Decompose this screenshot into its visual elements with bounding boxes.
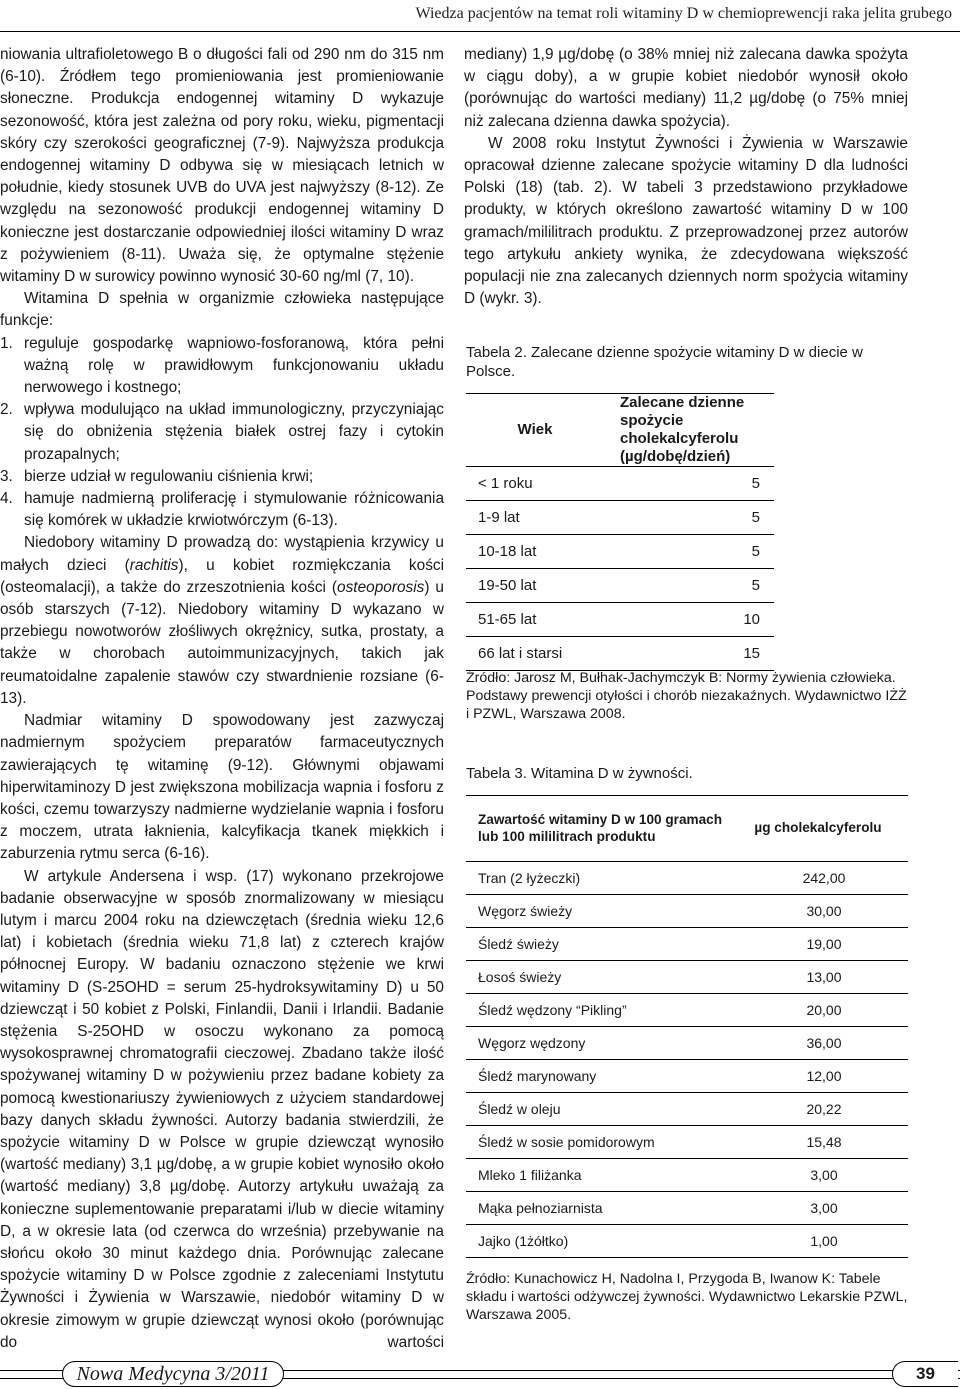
table-cell: 12,00	[728, 1060, 908, 1093]
table3	[466, 795, 908, 1258]
table-cell: Mleko 1 filiżanka	[466, 1159, 728, 1192]
table-row	[466, 1060, 908, 1093]
list-item	[0, 466, 444, 488]
table-cell: 5	[604, 467, 774, 501]
table-cell: Tran (2 łyżeczki)	[466, 862, 728, 895]
list-text: reguluje gospodarkę wapniowo-fosforanową, która pełni ważną rolę w prawidłowym funkcjonowaniu układu nerwowego i kostnego;	[24, 334, 444, 397]
table-cell: 36,00	[728, 1027, 908, 1060]
table-cell: 19,00	[728, 928, 908, 961]
table2-source: Źródło: Jarosz M, Bułhak-Jachymczyk B: Normy żywienia człowieka. Podstawy prewencji otyłości i chorób niezakaźnych. Wydawnictwo IŻŻ i PZWL, Warszawa 2008.	[466, 670, 907, 722]
list-number: 2.	[0, 401, 13, 419]
list-text: wpływa modulująco na układ immunologiczny, przyczyniając się do obniżenia stężenia białek ostrej fazy i cytokin prozapalnych;	[24, 401, 444, 463]
table-row	[466, 961, 908, 994]
paragraph-2: Witamina D spełnia w organizmie człowieka następujące funkcje:	[0, 290, 444, 330]
list-item	[0, 488, 444, 532]
header-rule	[0, 31, 960, 32]
page-number: 39	[892, 1361, 958, 1387]
list-item	[0, 333, 444, 400]
table-row	[466, 1093, 908, 1126]
list-number: 3.	[0, 467, 13, 485]
table-cell: 20,22	[728, 1093, 908, 1126]
table3-caption: Tabela 3. Witamina D w żywności.	[466, 765, 693, 782]
table2-caption: Tabela 2. Zalecane dzienne spożycie witaminy D w diecie w Polsce.	[466, 344, 863, 380]
table-row	[466, 928, 908, 961]
table-cell: Śledź wędzony “Pikling”	[466, 994, 728, 1027]
table-cell: Węgorz wędzony	[466, 1027, 728, 1060]
table-cell: 30,00	[728, 895, 908, 928]
left-column	[0, 44, 444, 1354]
table-cell: 51-65 lat	[466, 603, 604, 637]
functions-list	[0, 333, 444, 533]
running-title: Wiedza pacjentów na temat roli witaminy D w chemioprewencji raka jelita grubego	[415, 5, 952, 22]
list-text: hamuje nadmierną proliferację i stymulowanie różnicowania się komórek w układzie krwiotwórczym (6-13).	[24, 490, 444, 530]
table-row	[466, 603, 774, 637]
table-header-row	[466, 394, 774, 467]
table-row	[466, 535, 774, 569]
table-cell: Mąka pełnoziarnista	[466, 1192, 728, 1225]
table-cell: 66 lat i starsi	[466, 637, 604, 671]
table-cell: 10-18 lat	[466, 535, 604, 569]
journal-title: Nowa Medycyna 3/2011	[62, 1361, 284, 1387]
table-row	[466, 501, 774, 535]
table-cell: 242,00	[728, 862, 908, 895]
table-cell: Śledź w sosie pomidorowym	[466, 1126, 728, 1159]
table-row	[466, 895, 908, 928]
table-cell: 10	[604, 603, 774, 637]
table-row	[466, 637, 774, 671]
table-cell: 5	[604, 535, 774, 569]
table-row	[466, 994, 908, 1027]
table-row	[466, 1027, 908, 1060]
table-cell: Śledź marynowany	[466, 1060, 728, 1093]
list-number: 4.	[0, 490, 13, 508]
table-cell: Śledź świeży	[466, 928, 728, 961]
paragraph-5: W artykule Andersena i wsp. (17) wykonano przekrojowe badanie obserwacyjne w sposób znormalizowany w miesiącu lutym i marcu 2004 roku na dziewczętach (średnia wieku 12,6 lat) i kobietach (średnia wieku 71,8 lat) z czterech krajów północnej Europy. W badaniu oznaczono stężenie we krwi witaminy D (S-25OHD = serum 25-hydroksywitaminy D) u 50 dziewcząt i 50 kobiet z Polski, Finlandii, Danii i Irlandii. Badanie stężenia S-25OHD w osoczu wykonano za pomocą wysokosprawnej chromatografii cieczowej. Zbadano także ilość spożywanej witaminy D w pożywieniu przez badane kobiety za pomocą kwestionariuszy żywieniowych z użyciem standardowej bazy danych składu żywności. Autorzy badania stwierdzili, że spożycie witaminy D w Polsce w grupie dziewcząt wynosiło (wartość mediany) 3,1 µg/dobę, a w grupie kobiet wynosiło około (wartość mediany) 3,8 µg/dobę. Autorzy artykułu uważają za konieczne suplementowanie preparatami i/lub w diecie witaminy D, a w okresie lata (od czerwca do września) przebywanie na słońcu około 30 minut każdego dnia. Porównując zalecane spożycie witaminy D w Polsce zgodnie z zaleceniami Instytutu Żywności i Żywienia w Warszawie, niedobór witaminy D w okresie zimowym w grupie dziewcząt wynosi około (porównując do wartości	[0, 867, 444, 1351]
table-cell: Łosoś świeży	[466, 961, 728, 994]
table-header: µg cholekalcyferolu	[728, 796, 908, 862]
table-header: Zawartość witaminy D w 100 gramach lub 100 mililitrach produktu	[466, 796, 728, 862]
table-header: Zalecane dzienne spożycie cholekalcyferolu (µg/dobę/dzień)	[604, 394, 774, 467]
table-row	[466, 1159, 908, 1192]
table-cell: 1-9 lat	[466, 501, 604, 535]
table-cell: 1,00	[728, 1225, 908, 1258]
table-cell: 3,00	[728, 1192, 908, 1225]
table-row	[466, 862, 908, 895]
table3-source: Źródło: Kunachowicz H, Nadolna I, Przygoda B, Iwanow K: Tabele składu i wartości odżywczej żywności. Wydawnictwo Lekarskie PZWL, Warszawa 2005.	[466, 1271, 908, 1323]
paragraph-6: mediany) 1,9 µg/dobę (o 38% mniej niż zalecana dawka spożyta w ciągu doby), a w grupie kobiet niedobór wynosił około (porównując do wartości mediany) 11,2 µg/dobę (o 75% mniej niż zalecana dzienna dawka spożycia).	[464, 46, 908, 130]
table-row	[466, 1126, 908, 1159]
list-text: bierze udział w regulowaniu ciśnienia krwi;	[24, 467, 314, 485]
table-cell: 5	[604, 501, 774, 535]
table-row	[466, 1192, 908, 1225]
paragraph-7: W 2008 roku Instytut Żywności i Żywienia w Warszawie opracował dzienne zalecane spożycie witaminy D dla ludności Polski (18) (tab. 2). W tabeli 3 przedstawiono przykładowe produkty, w których określono zawartość witaminy D w 100 gramach/mililitrach produktu. Z przeprowadzonej przez autorów tego artykułu ankiety wynika, że zdecydowana większość populacji nie zna zalecanych dziennych norm spożycia witaminy D (wykr. 3).	[464, 134, 908, 308]
list-number: 1.	[0, 334, 13, 352]
table-row	[466, 569, 774, 603]
table-cell: 15	[604, 637, 774, 671]
table-cell: < 1 roku	[466, 467, 604, 501]
table-header-row	[466, 796, 908, 862]
table-cell: 5	[604, 569, 774, 603]
table-cell: 3,00	[728, 1159, 908, 1192]
table-cell: 13,00	[728, 961, 908, 994]
table-cell: Węgorz świeży	[466, 895, 728, 928]
table-header: Wiek	[466, 394, 604, 467]
paragraph-4: Nadmiar witaminy D spowodowany jest zazwyczaj nadmiernym spożyciem preparatów farmaceutycznych zawierających tę witaminę (9-12). Głównymi objawami hiperwitaminozy D jest zwiększona mobilizacja wapnia i fosforu z kości, czemu towarzyszy nadmierne wydzielanie wapnia i fosforu z moczem, utrata łaknienia, kalcyfikacja tkanek miękkich i zaburzenia rytmu serca (6-16).	[0, 712, 444, 863]
table-row	[466, 467, 774, 501]
paragraph-1: niowania ultrafioletowego B o długości fali od 290 nm do 315 nm (6-10). Źródłem tego promieniowania jest promieniowanie słoneczne. Produkcja endogennej witaminy D wykazuje sezonowość, która jest zależna od pory roku, wieku, pigmentacji skóry czy szerokości geograficznej (7-9). Najwyższa produkcja endogennej witaminy D odbywa się w miesiącach letnich w południe, kiedy stosunek UVB do UVA jest najwyższy (8-12). Ze względu na sezonowość produkcji endogennej witaminy D konieczne jest dostarczanie odpowiedniej ilości witaminy D wraz z pożywieniem (8-11). Uważa się, że optymalne stężenie witaminy D w surowicy powinno wynosić 30-60 ng/ml (7, 10).	[0, 46, 444, 286]
table-row	[466, 1225, 908, 1258]
table-cell: 20,00	[728, 994, 908, 1027]
paragraph-3: Niedobory witaminy D prowadzą do: wystąpienia krzywicy u małych dzieci (rachitis), u kobiet rozmiękczania kości (osteomalacji), a także do zrzeszotnienia kości (osteoporosis) u osób starszych (7-12). Niedobory witaminy D wykazano w przebiegu nowotworów złośliwych okrężnicy, sutka, prostaty, a także w chorobach autoimmunizacyjnych, takich jak reumatoidalne zapalenie stawów czy stwardnienie rozsiane (6-13).	[0, 534, 444, 707]
table-cell: 15,48	[728, 1126, 908, 1159]
table-cell: 19-50 lat	[466, 569, 604, 603]
right-column	[464, 44, 908, 310]
table-cell: Śledź w oleju	[466, 1093, 728, 1126]
table-cell: Jajko (1żółtko)	[466, 1225, 728, 1258]
table2	[466, 393, 774, 671]
list-item	[0, 399, 444, 466]
